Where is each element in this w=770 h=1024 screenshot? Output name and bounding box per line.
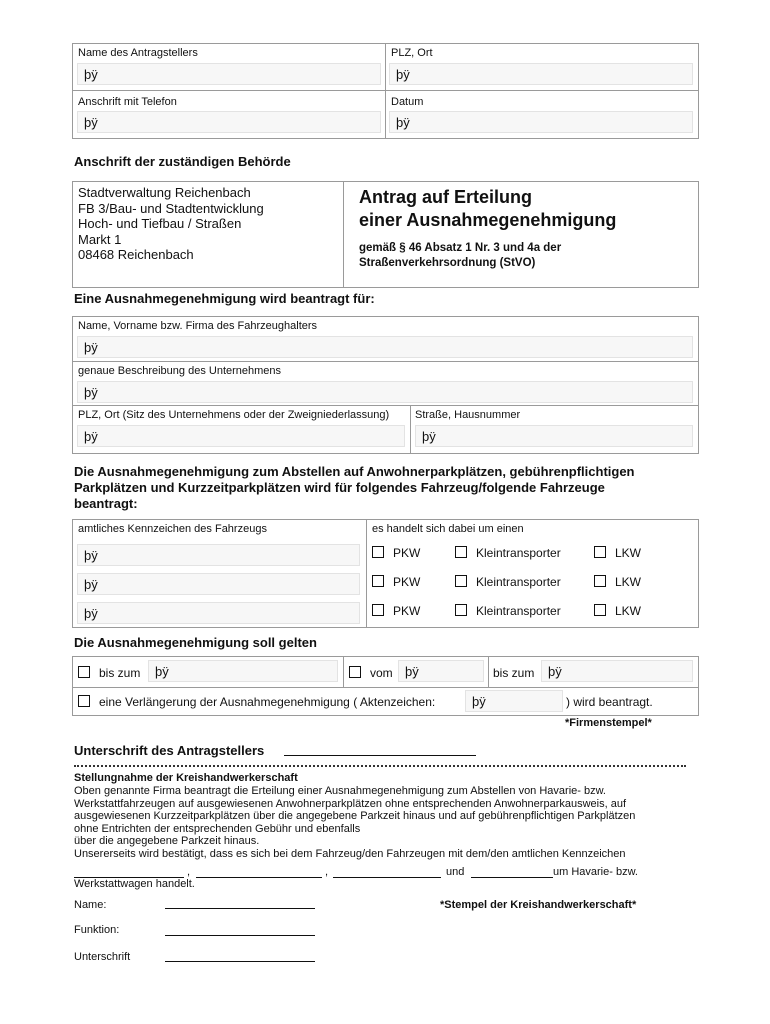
applicant-name-field[interactable]: þÿ	[77, 63, 381, 85]
statement-text	[74, 785, 635, 861]
pkw-checkbox-2[interactable]	[372, 575, 384, 587]
plate-label: amtliches Kennzeichen des Fahrzeugs	[78, 523, 267, 535]
plate-line-4[interactable]	[471, 877, 553, 878]
requested-col-divider	[410, 405, 411, 454]
authority-line: Markt 1	[78, 231, 122, 247]
plate-field-3[interactable]: þÿ	[77, 602, 360, 624]
until2-date-field[interactable]: þÿ	[541, 660, 693, 682]
extension-suffix: ) wird beantragt.	[566, 695, 653, 709]
authority-line: FB 3/Bau- und Stadtentwicklung	[78, 200, 264, 216]
kh-signature-label: Unterschrift	[74, 951, 131, 963]
validity-col-divider-2	[488, 656, 489, 687]
applicant-plz-field[interactable]: þÿ	[389, 63, 693, 85]
authority-line: Hoch- und Tiefbau / Straßen	[78, 216, 242, 231]
lkw-checkbox-3[interactable]	[594, 604, 606, 616]
vehicles-heading-line: Parkplätzen und Kurzzeitparkplätzen wird für folgendes Fahrzeug/folgende Fahrzeuge	[74, 480, 605, 495]
form-title	[359, 186, 616, 232]
company-plz-field[interactable]: þÿ	[77, 425, 405, 447]
kh-name-label: Name:	[74, 899, 107, 911]
statement-line: ausgewiesenen Kurzzeitparkplätzen über die angegebene Parkzeit hinaus und auf gebührenpflichtigen Parkplätzen	[74, 810, 636, 823]
authority-line: Stadtverwaltung Reichenbach	[78, 185, 251, 200]
extension-label: eine Verlängerung der Ausnahmegenehmigung ( Aktenzeichen:	[99, 695, 436, 709]
company-plz-label: PLZ, Ort (Sitz des Unternehmens oder der Zweigniederlassung)	[78, 409, 390, 421]
applicant-name-label: Name des Antragstellers	[78, 47, 198, 59]
pkw-label: PKW	[393, 604, 421, 618]
plate-line-2[interactable]	[196, 877, 322, 878]
requested-row-divider-1	[72, 361, 699, 362]
statement-heading: Stellungnahme der Kreishandwerkerschaft	[74, 772, 298, 784]
comma-2: ,	[325, 866, 329, 878]
kh-name-line[interactable]	[165, 908, 315, 909]
requested-for-heading: Eine Ausnahmegenehmigung wird beantragt für:	[74, 291, 375, 306]
extension-checkbox[interactable]	[78, 695, 90, 707]
pkw-label: PKW	[393, 575, 421, 589]
applicant-row-divider	[72, 90, 699, 91]
signature-label: Unterschrift des Antragstellers	[74, 743, 265, 758]
signature-line[interactable]	[284, 755, 476, 756]
applicant-address-label: Anschrift mit Telefon	[78, 96, 177, 108]
kleintransporter-label: Kleintransporter	[476, 546, 561, 560]
company-stamp-label: *Firmenstempel*	[565, 717, 652, 729]
vehicles-col-divider	[366, 519, 367, 628]
statement-line: Unsererseits wird bestätigt, dass es sich bei dem Fahrzeug/den Fahrzeugen mit dem/den amtlichen Kennzeichen	[74, 847, 626, 860]
company-street-label: Straße, Hausnummer	[415, 409, 521, 421]
company-street-field[interactable]: þÿ	[415, 425, 693, 447]
kleintransporter-checkbox-2[interactable]	[455, 575, 467, 587]
and-word: und	[446, 866, 465, 878]
pkw-checkbox-3[interactable]	[372, 604, 384, 616]
lkw-label: LKW	[615, 604, 642, 618]
form-subtitle	[359, 241, 561, 271]
from-date-field[interactable]: þÿ	[398, 660, 484, 682]
lkw-checkbox-1[interactable]	[594, 546, 606, 558]
validity-row-divider	[72, 687, 699, 688]
file-number-field[interactable]: þÿ	[465, 690, 563, 712]
authority-heading: Anschrift der zuständigen Behörde	[74, 154, 291, 169]
lkw-checkbox-2[interactable]	[594, 575, 606, 587]
pkw-label: PKW	[393, 546, 421, 560]
applicant-date-field[interactable]: þÿ	[389, 111, 693, 133]
applicant-divider	[385, 43, 386, 139]
form-title-line2: einer Ausnahmegenehmigung	[359, 210, 617, 230]
dotted-separator	[74, 765, 686, 767]
until-date-field[interactable]: þÿ	[148, 660, 338, 682]
from-checkbox[interactable]	[349, 666, 361, 678]
vehicles-heading-line: beantragt:	[74, 496, 138, 511]
kleintransporter-label: Kleintransporter	[476, 604, 561, 618]
form-subtitle-line2: Straßenverkehrsordnung (StVO)	[359, 257, 536, 269]
form-subtitle-line1: gemäß § 46 Absatz 1 Nr. 3 und 4a der	[359, 242, 562, 254]
form-title-line1: Antrag auf Erteilung	[359, 187, 533, 207]
kleintransporter-label: Kleintransporter	[476, 575, 561, 589]
plate-line-3[interactable]	[333, 877, 441, 878]
authority-address	[78, 185, 264, 263]
vehicles-heading	[74, 464, 635, 512]
authority-divider	[343, 181, 344, 288]
havarie-text: um Havarie- bzw.	[553, 866, 638, 878]
statement-line: Oben genannte Firma beantragt die Erteilung einer Ausnahmegenehmigung zum Abstellen von Havarie- bzw.	[74, 785, 606, 797]
lkw-label: LKW	[615, 575, 642, 589]
applicant-date-label: Datum	[391, 96, 424, 108]
validity-heading: Die Ausnahmegenehmigung soll gelten	[74, 635, 317, 650]
applicant-address-field[interactable]: þÿ	[77, 111, 381, 133]
pkw-checkbox-1[interactable]	[372, 546, 384, 558]
holder-field[interactable]: þÿ	[77, 336, 693, 358]
kh-stamp-label: *Stempel der Kreishandwerkerschaft*	[440, 899, 637, 911]
werkstatt-text: Werkstattwagen handelt.	[74, 878, 195, 890]
until-checkbox[interactable]	[78, 666, 90, 678]
from-label: vom	[370, 666, 393, 680]
until-label: bis zum	[99, 666, 141, 680]
plate-field-2[interactable]: þÿ	[77, 573, 360, 595]
statement-line: ohne Entrichten der entsprechenden Gebühr und ebenfalls	[74, 822, 361, 835]
lkw-label: LKW	[615, 546, 642, 560]
kh-function-line[interactable]	[165, 935, 315, 936]
description-label: genaue Beschreibung des Unternehmens	[78, 365, 282, 377]
until2-label: bis zum	[493, 666, 535, 680]
vehicles-heading-line: Die Ausnahmegenehmigung zum Abstellen auf Anwohnerparkplätzen, gebührenpflichtigen	[74, 464, 635, 479]
comma-1: ,	[187, 866, 191, 878]
vehicle-type-label: es handelt sich dabei um einen	[372, 523, 524, 535]
holder-label: Name, Vorname bzw. Firma des Fahrzeughalters	[78, 320, 318, 332]
validity-col-divider-1	[343, 656, 344, 687]
applicant-plz-label: PLZ, Ort	[391, 47, 433, 59]
requested-row-divider-2	[72, 405, 699, 406]
authority-line: 08468 Reichenbach	[78, 247, 194, 262]
description-field[interactable]: þÿ	[77, 381, 693, 403]
kh-signature-line[interactable]	[165, 961, 315, 962]
statement-line: Werkstattfahrzeugen auf ausgewiesenen Anwohnerparkplätzen ohne entsprechenden Anwohnerparkausweis, auf	[74, 797, 626, 810]
kleintransporter-checkbox-1[interactable]	[455, 546, 467, 558]
plate-field-1[interactable]: þÿ	[77, 544, 360, 566]
statement-line: über die angegebene Parkzeit hinaus.	[74, 835, 260, 848]
kh-function-label: Funktion:	[74, 924, 120, 936]
kleintransporter-checkbox-3[interactable]	[455, 604, 467, 616]
